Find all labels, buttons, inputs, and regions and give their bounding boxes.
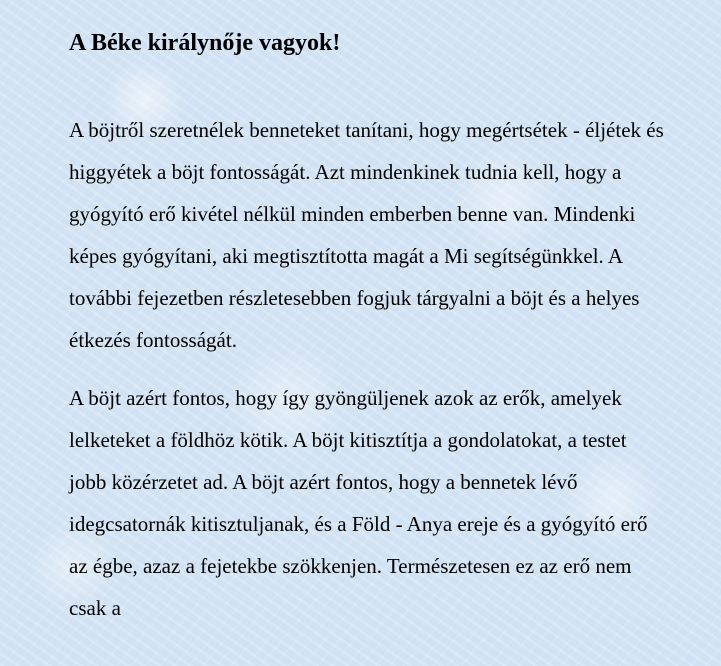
page-title: A Béke királynője vagyok!: [69, 30, 341, 56]
paragraph-2: A böjt azért fontos, hogy így gyöngüljenek azok az erők, amelyek lelketeket a földhöz kötik. A böjt kitisztítja a gondolatokat, a testet jobb közérzetet ad. A böjt azért fontos, hogy a bennetek lévő idegcsatornák kitisztuljanak, és a Föld - Anya ereje és a gyógyító erő az égbe, azaz a fejetekbe szökkenjen. Természetesen ez az erő nem csak a: [69, 386, 648, 620]
paragraph-1: A böjtről szeretnélek benneteket tanítani, hogy megértsétek - éljétek és higgyétek a böjt fontosságát. Azt mindenkinek tudnia kell, hogy a gyógyító erő kivétel nélkül minden emberben benne van. Mindenki képes gyógyítani, aki megtisztította magát a Mi segítségünkkel. A további fejezetben részletesebben fogjuk tárgyalni a böjt és a helyes étkezés fontosságát.: [69, 118, 664, 352]
document-page: [69, 0, 669, 629]
